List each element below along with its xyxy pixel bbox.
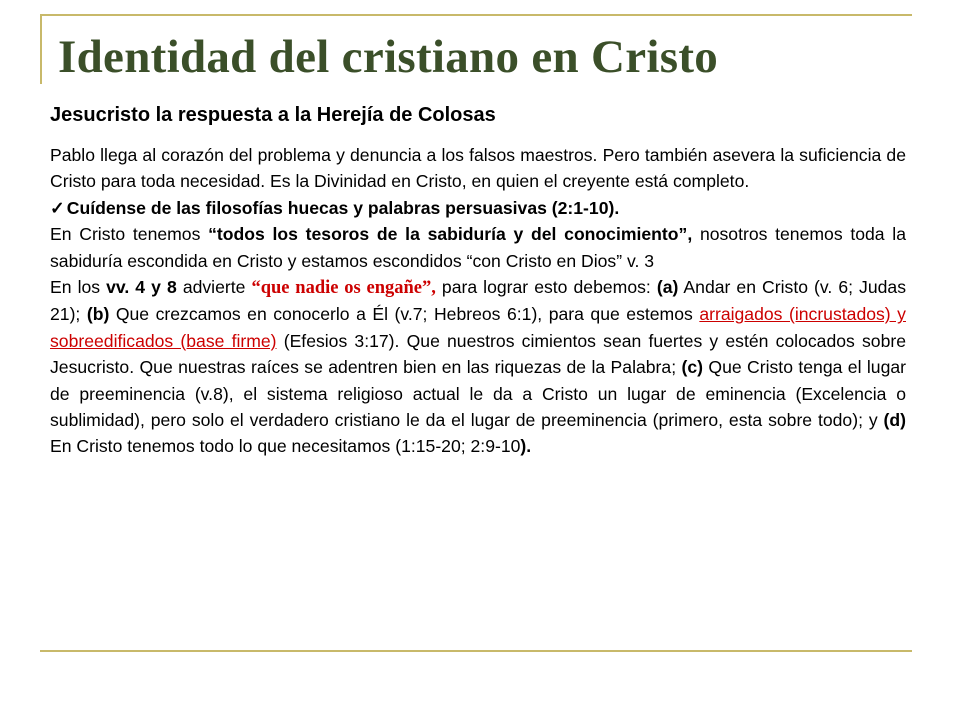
warning-quote: “que nadie os engañe”, [251,278,436,299]
paragraph-text: Que Cristo tenga el lugar de preeminencia (v.8), el sistema religioso actual le da a Cristo un lugar de eminencia (Excelencia o sublimidad), pero solo el verdadero cristiano le da el lugar de preeminencia (primero, esta sobre todo); y [50,357,906,431]
underlined-emphasis: arraigados (incrustados) y sobreedificados (base firme) [50,304,906,351]
quote-treasures: “todos los tesoros de la sabiduría y del conocimiento”, [208,224,693,245]
paragraph-text: En los [50,277,107,298]
frame-top-rule [40,14,912,16]
point-label-c: (c) [681,357,703,378]
checklist-item [50,195,906,221]
paragraph-text: Andar en Cristo (v. 6; Judas 21); [50,277,907,325]
slide-content [50,102,906,460]
frame-left-rule [40,14,42,84]
paragraph-text: En Cristo tenemos todo lo que necesitamos (1:15-20; 2:9-10 [50,436,521,457]
checkmark-icon: ✓ [50,197,65,218]
paragraph-treasures [50,221,906,274]
checklist-item-text: Cuídense de las filosofías huecas y palabras persuasivas (2:1-10). [66,197,620,218]
paragraph-text: En Cristo tenemos [50,224,209,245]
verse-reference: vv. 4 y 8 [106,277,177,298]
slide-subtitle: Jesucristo la respuesta a la Herejía de Colosas [50,104,496,126]
paragraph-warnings [50,274,906,460]
paragraph-text: advierte [176,277,252,298]
paragraph-text: nosotros tenemos toda la sabiduría escondida en Cristo y estamos escondidos “con Cristo en Dios” v. 3 [50,224,906,271]
frame-bottom-rule [40,650,912,652]
closing-punctuation: ). [520,436,532,457]
point-label-b: (b) [86,304,110,325]
point-label-a: (a) [656,277,679,298]
paragraph-intro: Pablo llega al corazón del problema y denuncia a los falsos maestros. Pero también asevera la suficiencia de Cristo para toda necesidad. Es la Divinidad en Cristo, en quien el creyente está completo. [50,145,906,192]
slide-title: Identidad del cristiano en Cristo [58,31,719,83]
paragraph-text: Que crezcamos en conocerlo a Él (v.7; Hebreos 6:1), para que estemos [109,304,700,325]
paragraph-text: para lograr esto debemos: [435,277,657,298]
paragraph-text: (Efesios 3:17). Que nuestros cimientos sean fuertes y estén colocados sobre Jesucristo. Que nuestras raíces se adentren bien en las riquezas de la Palabra; [50,330,906,378]
point-label-d: (d) [883,410,906,431]
